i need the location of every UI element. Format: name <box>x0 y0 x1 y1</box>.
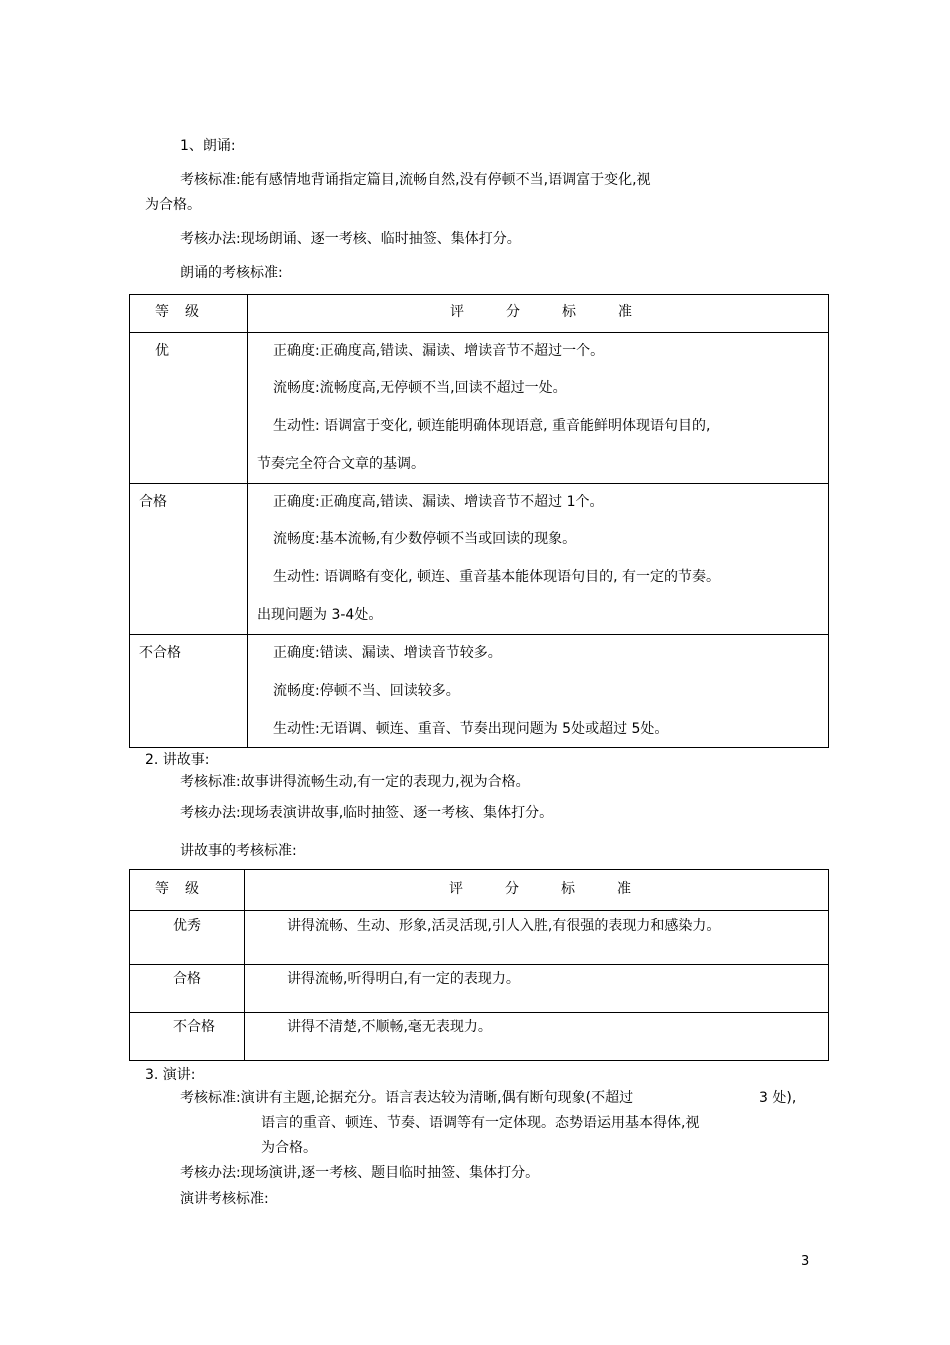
criteria-line: 生动性: 语调富于变化, 顿连能明确体现语意, 重音能鲜明体现语句目的, <box>273 418 711 434</box>
criteria-line: 正确度:错读、漏读、增读音节较多。 <box>273 645 502 661</box>
grade-label: 不合格 <box>173 1019 215 1035</box>
recitation-criteria-table <box>129 294 829 748</box>
section3-method: 考核办法:现场演讲,逐一考核、题目临时抽签、集体打分。 <box>180 1165 540 1181</box>
section1-method: 考核办法:现场朗诵、逐一考核、临时抽签、集体打分。 <box>180 231 521 247</box>
criteria-line: 流畅度:停顿不当、回读较多。 <box>273 683 460 699</box>
section1-standard-line1: 考核标准:能有感情地背诵指定篇目,流畅自然,没有停顿不当,语调富于变化,视 <box>180 172 651 188</box>
criteria-line: 讲得不清楚,不顺畅,毫无表现力。 <box>287 1019 492 1035</box>
header-std-cell <box>245 870 829 911</box>
criteria-cell <box>245 965 829 1013</box>
criteria-line: 生动性:无语调、顿连、重音、节奏出现问题为 5处或超过 5处。 <box>273 721 669 737</box>
grade-label: 合格 <box>173 971 201 987</box>
criteria-cell <box>245 911 829 965</box>
header-std: 评分标准 <box>449 881 673 897</box>
table-row <box>130 484 829 635</box>
criteria-cell <box>248 635 829 748</box>
table-header-row <box>130 295 829 333</box>
header-grade: 等级 <box>155 881 215 897</box>
section1-table-caption: 朗诵的考核标准: <box>180 265 283 281</box>
header-std: 评分标准 <box>450 304 674 320</box>
section2-table-caption: 讲故事的考核标准: <box>180 843 297 859</box>
criteria-line: 出现问题为 3-4处。 <box>257 607 383 623</box>
grade-label: 优 <box>155 343 169 359</box>
header-grade-cell <box>130 870 245 911</box>
table-row <box>130 965 829 1013</box>
grade-cell <box>130 911 245 965</box>
table-row <box>130 1013 829 1061</box>
storytelling-criteria-table <box>129 869 829 1061</box>
section1-heading: 1、朗诵: <box>180 138 236 154</box>
header-std-cell <box>248 295 829 333</box>
table-row <box>130 635 829 748</box>
table-row <box>130 911 829 965</box>
criteria-line: 正确度:正确度高,错读、漏读、增读音节不超过 1个。 <box>273 494 604 510</box>
criteria-line: 讲得流畅,听得明白,有一定的表现力。 <box>287 971 520 987</box>
criteria-cell <box>248 333 829 484</box>
section3-heading: 3. 演讲: <box>145 1067 196 1083</box>
criteria-cell <box>248 484 829 635</box>
criteria-cell <box>245 1013 829 1061</box>
criteria-line: 流畅度:基本流畅,有少数停顿不当或回读的现象。 <box>273 531 577 547</box>
table-row <box>130 333 829 484</box>
grade-label: 合格 <box>139 494 167 510</box>
section1-standard-line2: 为合格。 <box>145 197 201 213</box>
grade-cell <box>130 1013 245 1061</box>
section3-standard-line1: 考核标准:演讲有主题,论据充分。语言表达较为清晰,偶有断句现象(不超过 <box>180 1090 634 1106</box>
section3-table-caption: 演讲考核标准: <box>180 1191 269 1207</box>
grade-label: 不合格 <box>139 645 181 661</box>
page-number: 3 <box>801 1254 810 1269</box>
criteria-line: 节奏完全符合文章的基调。 <box>257 456 425 472</box>
header-grade: 等级 <box>155 304 215 320</box>
grade-cell <box>130 333 248 484</box>
header-grade-cell <box>130 295 248 333</box>
criteria-line: 流畅度:流畅度高,无停顿不当,回读不超过一处。 <box>273 380 567 396</box>
section2-method: 考核办法:现场表演讲故事,临时抽签、逐一考核、集体打分。 <box>180 805 554 821</box>
section3-standard-line3: 为合格。 <box>261 1140 317 1156</box>
table-header-row <box>130 870 829 911</box>
criteria-line: 生动性: 语调略有变化, 顿连、重音基本能体现语句目的, 有一定的节奏。 <box>273 569 720 585</box>
grade-label: 优秀 <box>173 918 201 934</box>
section2-standard: 考核标准:故事讲得流畅生动,有一定的表现力,视为合格。 <box>180 774 530 790</box>
grade-cell <box>130 635 248 748</box>
section3-standard-line1-tail: 3 处), <box>759 1090 797 1106</box>
grade-cell <box>130 484 248 635</box>
criteria-line: 正确度:正确度高,错读、漏读、增读音节不超过一个。 <box>273 343 605 359</box>
section3-standard-line2: 语言的重音、顿连、节奏、语调等有一定体现。态势语运用基本得体,视 <box>261 1115 700 1131</box>
grade-cell <box>130 965 245 1013</box>
criteria-line: 讲得流畅、生动、形象,活灵活现,引人入胜,有很强的表现力和感染力。 <box>287 918 721 934</box>
section2-heading: 2. 讲故事: <box>145 752 210 768</box>
